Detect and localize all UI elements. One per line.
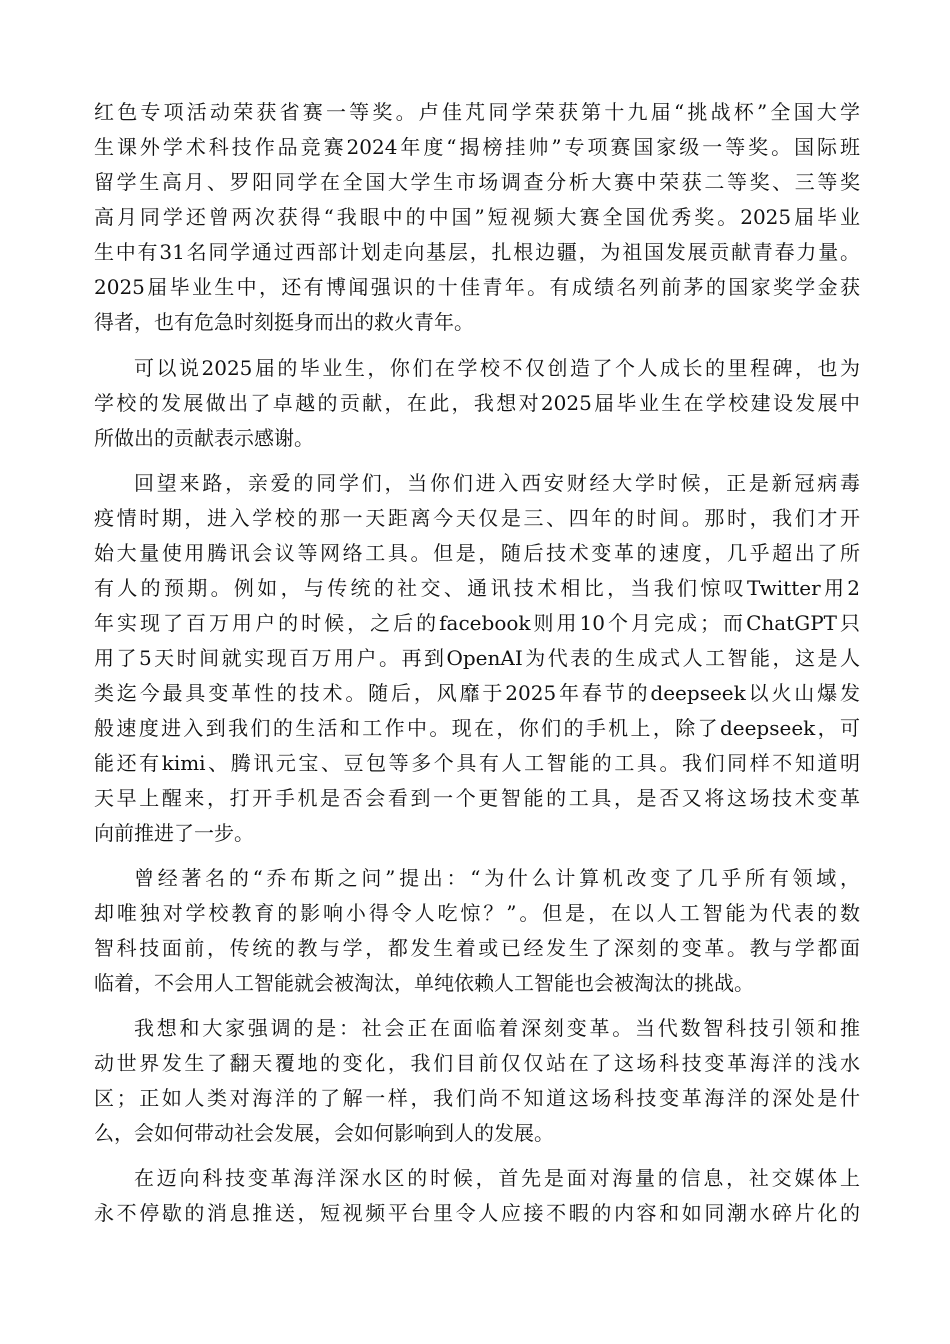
- paragraph-first-line: 在迈向科技变革海洋深水区的时候，首先是面对海量的信息，社交媒体上: [134, 1166, 860, 1190]
- text-line: 永不停歇的消息推送，短视频平台里令人应接不暇的内容和如同潮水碎片化的: [94, 1201, 860, 1225]
- paragraph-first-line: 曾经著名的“乔布斯之问”提出：“为什么计算机改变了几乎所有领域，: [134, 866, 860, 890]
- text-line: 生中有31名同学通过西部计划走向基层，扎根边疆，为祖国发展贡献青春力量。: [94, 240, 860, 264]
- text-line: 天早上醒来，打开手机是否会看到一个更智能的工具，是否又将这场技术变革: [94, 786, 860, 810]
- text-line: 所做出的贡献表示感谢。: [94, 426, 314, 450]
- text-line: 用了5天时间就实现百万用户。再到OpenAI为代表的生成式人工智能，这是人: [94, 646, 860, 670]
- text-line: 生课外学术科技作品竞赛2024年度“揭榜挂帅”专项赛国家级一等奖。国际班: [94, 135, 860, 159]
- paragraph-first-line: 我想和大家强调的是：社会正在面临着深刻变革。当代数智科技引领和推: [134, 1016, 860, 1040]
- text-line: 临着，不会用人工智能就会被淘汰，单纯依赖人工智能也会被淘汰的挑战。: [94, 971, 754, 995]
- text-line: 2025届毕业生中，还有博闻强识的十佳青年。有成绩名列前茅的国家奖学金获: [94, 275, 860, 299]
- text-line: 能还有kimi、腾讯元宝、豆包等多个具有人工智能的工具。我们同样不知道明: [94, 751, 860, 775]
- text-line: 得者，也有危急时刻挺身而出的救火青年。: [94, 310, 474, 334]
- text-line: 么，会如何带动社会发展，会如何影响到人的发展。: [94, 1121, 554, 1145]
- text-line: 向前推进了一步。: [94, 821, 254, 845]
- text-line: 高月同学还曾两次获得“我眼中的中国”短视频大赛全国优秀奖。2025届毕业: [94, 205, 860, 229]
- text-line: 年实现了百万用户的时候，之后的facebook则用10个月完成；而ChatGPT只: [94, 611, 860, 635]
- paragraph-first-line: 回望来路，亲爱的同学们，当你们进入西安财经大学时候，正是新冠病毒: [134, 471, 860, 495]
- text-line: 红色专项活动荣获省赛一等奖。卢佳芃同学荣获第十九届“挑战杯”全国大学: [94, 100, 860, 124]
- text-line: 有人的预期。例如，与传统的社交、通讯技术相比，当我们惊叹Twitter用2: [94, 576, 860, 600]
- text-line: 般速度进入到我们的生活和工作中。现在，你们的手机上，除了deepseek，可: [94, 716, 860, 740]
- text-line: 动世界发生了翻天覆地的变化，我们目前仅仅站在了这场科技变革海洋的浅水: [94, 1051, 860, 1075]
- text-line: 疫情时期，进入学校的那一天距离今天仅是三、四年的时间。那时，我们才开: [94, 506, 860, 530]
- text-line: 学校的发展做出了卓越的贡献，在此，我想对2025届毕业生在学校建设发展中: [94, 391, 860, 415]
- text-line: 留学生高月、罗阳同学在全国大学生市场调查分析大赛中荣获二等奖、三等奖: [94, 170, 860, 194]
- text-line: 却唯独对学校教育的影响小得令人吃惊？”。但是，在以人工智能为代表的数: [94, 901, 860, 925]
- text-line: 始大量使用腾讯会议等网络工具。但是，随后技术变革的速度，几乎超出了所: [94, 541, 860, 565]
- paragraph-first-line: 可以说2025届的毕业生，你们在学校不仅创造了个人成长的里程碑，也为: [134, 356, 860, 380]
- text-line: 区；正如人类对海洋的了解一样，我们尚不知道这场科技变革海洋的深处是什: [94, 1086, 860, 1110]
- text-line: 智科技面前，传统的教与学，都发生着或已经发生了深刻的变革。教与学都面: [94, 936, 860, 960]
- text-line: 类迄今最具变革性的技术。随后，风靡于2025年春节的deepseek以火山爆发: [94, 681, 860, 705]
